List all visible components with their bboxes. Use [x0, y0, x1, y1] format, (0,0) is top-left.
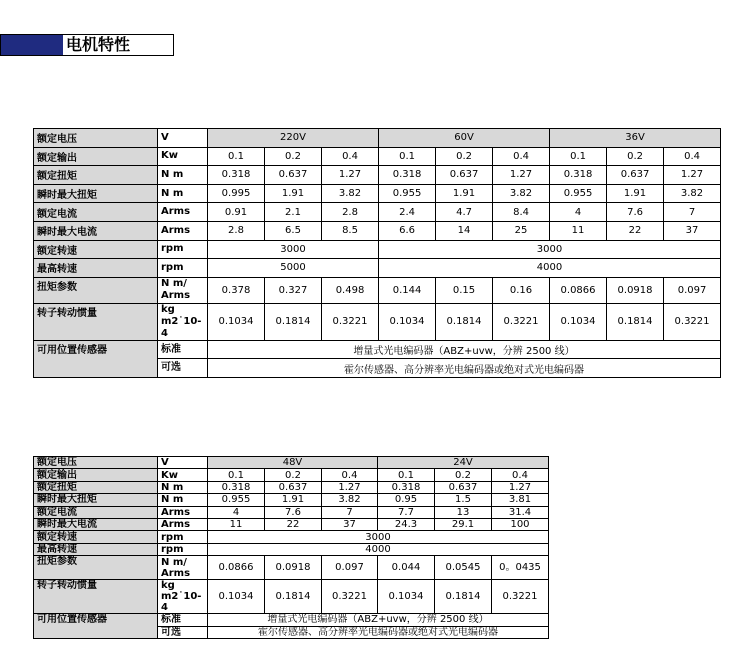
row-unit: rpm	[158, 531, 208, 543]
value-cell: 0.1034	[379, 303, 436, 340]
value-cell: 0.327	[265, 277, 322, 303]
value-cell: 0.1814	[265, 303, 322, 340]
value-cell: 7.6	[265, 506, 322, 518]
table-row	[34, 469, 549, 481]
value-cell: 7	[322, 506, 378, 518]
value-cell: 3.82	[664, 184, 721, 203]
spec-table-1	[33, 128, 721, 378]
table-row	[34, 203, 721, 222]
value-cell: 3000	[208, 240, 379, 259]
row-unit: Arms	[158, 203, 208, 222]
row-label: 额定扭矩	[34, 166, 158, 185]
spec-table-2-body	[34, 457, 549, 639]
row-unit: N m/ Arms	[158, 556, 208, 580]
value-cell: 13	[435, 506, 492, 518]
inertia-row	[34, 303, 721, 340]
value-cell: 8.4	[493, 203, 550, 222]
value-cell: 37	[664, 221, 721, 240]
row-unit: V	[158, 457, 208, 469]
row-label: 瞬时最大扭矩	[34, 184, 158, 203]
value-cell: 3000	[208, 531, 549, 543]
value-cell: 0.637	[265, 166, 322, 185]
row-label: 最高转速	[34, 543, 158, 555]
value-cell: 0.1034	[208, 303, 265, 340]
table-row	[34, 506, 549, 518]
value-cell: 0.1034	[208, 580, 265, 614]
value-cell: 1.91	[436, 184, 493, 203]
value-cell: 0.2	[265, 147, 322, 166]
value-cell: 0.097	[664, 277, 721, 303]
value-cell: 0.0918	[607, 277, 664, 303]
row-label: 额定输出	[34, 469, 158, 481]
row-unit: Kw	[158, 147, 208, 166]
spec-table-1-body	[34, 129, 721, 378]
value-cell: 0.097	[322, 556, 378, 580]
voltage-header: 36V	[550, 129, 721, 148]
row-label: 扭矩参数	[34, 556, 158, 580]
value-cell: 0.318	[379, 166, 436, 185]
row-label: 额定电流	[34, 203, 158, 222]
row-unit: 可选	[158, 626, 208, 638]
value-cell: 0.1	[550, 147, 607, 166]
value-cell: 0.3221	[492, 580, 549, 614]
voltage-row	[34, 457, 549, 469]
value-cell: 0.498	[322, 277, 379, 303]
row-unit: Arms	[158, 221, 208, 240]
value-cell: 0.15	[436, 277, 493, 303]
row-unit: N m/ Arms	[158, 277, 208, 303]
value-cell: 0.4	[492, 469, 549, 481]
value-cell: 37	[322, 518, 378, 530]
value-cell: 3.81	[492, 494, 549, 506]
value-cell: 6.5	[265, 221, 322, 240]
section-title: 电机特性	[66, 35, 131, 54]
value-cell: 0.91	[208, 203, 265, 222]
value-cell: 0.1	[208, 469, 265, 481]
value-cell: 3.82	[322, 494, 378, 506]
inertia-row	[34, 580, 549, 614]
value-cell: 0.3221	[322, 303, 379, 340]
sensor-standard-row	[34, 614, 549, 626]
row-label: 额定电压	[34, 129, 158, 148]
value-cell: 2.4	[379, 203, 436, 222]
value-cell: 0.0545	[435, 556, 492, 580]
row-unit: V	[158, 129, 208, 148]
voltage-header: 60V	[379, 129, 550, 148]
value-cell: 8.5	[322, 221, 379, 240]
row-label: 瞬时最大电流	[34, 221, 158, 240]
row-unit: 标准	[158, 340, 208, 359]
row-unit: N m	[158, 166, 208, 185]
value-cell: 0.0866	[550, 277, 607, 303]
value-cell: 0.0918	[265, 556, 322, 580]
value-cell: 0.2	[607, 147, 664, 166]
value-cell: 霍尔传感器、高分辨率光电编码器或绝对式光电编码器	[208, 359, 721, 378]
value-cell: 0。0435	[492, 556, 549, 580]
value-cell: 0.4	[322, 147, 379, 166]
value-cell: 0.318	[208, 481, 265, 493]
value-cell: 0.1814	[435, 580, 492, 614]
row-unit: N m	[158, 184, 208, 203]
row-label: 瞬时最大扭矩	[34, 494, 158, 506]
row-label: 额定转速	[34, 240, 158, 259]
value-cell: 31.4	[492, 506, 549, 518]
value-cell: 4	[208, 506, 265, 518]
row-unit: 可选	[158, 359, 208, 378]
voltage-header: 24V	[378, 457, 549, 469]
row-label: 额定输出	[34, 147, 158, 166]
value-cell: 0.4	[322, 469, 378, 481]
value-cell: 0.318	[378, 481, 435, 493]
value-cell: 0.955	[550, 184, 607, 203]
value-cell: 7	[664, 203, 721, 222]
row-label: 额定转速	[34, 531, 158, 543]
value-cell: 0.1	[379, 147, 436, 166]
row-unit: 标准	[158, 614, 208, 626]
voltage-header: 48V	[208, 457, 378, 469]
value-cell: 22	[265, 518, 322, 530]
value-cell: 1.91	[607, 184, 664, 203]
value-cell: 24.3	[378, 518, 435, 530]
section-header	[0, 34, 174, 56]
value-cell: 0.318	[208, 166, 265, 185]
row-unit: Kw	[158, 469, 208, 481]
row-label: 转子转动惯量	[34, 580, 158, 614]
table-row	[34, 518, 549, 530]
value-cell: 增量式光电编码器（ABZ+uvw，分辨 2500 线）	[208, 614, 549, 626]
table-row	[34, 221, 721, 240]
value-cell: 0.144	[379, 277, 436, 303]
value-cell: 0.1814	[607, 303, 664, 340]
row-label: 可用位置传感器	[34, 614, 158, 639]
value-cell: 0.1034	[550, 303, 607, 340]
value-cell: 1.27	[492, 481, 549, 493]
row-unit: rpm	[158, 259, 208, 278]
value-cell: 0.1814	[265, 580, 322, 614]
row-label: 额定电压	[34, 457, 158, 469]
row-unit: rpm	[158, 543, 208, 555]
spec-table-2	[33, 456, 549, 639]
value-cell: 5000	[208, 259, 379, 278]
value-cell: 0.4	[493, 147, 550, 166]
value-cell: 2.8	[208, 221, 265, 240]
value-cell: 0.2	[436, 147, 493, 166]
table-row	[34, 184, 721, 203]
value-cell: 0.1	[378, 469, 435, 481]
row-unit: N m	[158, 494, 208, 506]
value-cell: 4	[550, 203, 607, 222]
torque-param-row	[34, 556, 549, 580]
value-cell: 4000	[379, 259, 721, 278]
row-unit: kg m2˙10-4	[158, 303, 208, 340]
value-cell: 0.3221	[493, 303, 550, 340]
value-cell: 14	[436, 221, 493, 240]
value-cell: 霍尔传感器、高分辨率光电编码器或绝对式光电编码器	[208, 626, 549, 638]
value-cell: 增量式光电编码器（ABZ+uvw，分辨 2500 线）	[208, 340, 721, 359]
value-cell: 29.1	[435, 518, 492, 530]
torque-param-row	[34, 277, 721, 303]
row-label: 扭矩参数	[34, 277, 158, 303]
value-cell: 0.637	[435, 481, 492, 493]
value-cell: 1.27	[664, 166, 721, 185]
value-cell: 0.3221	[322, 580, 378, 614]
row-label: 最高转速	[34, 259, 158, 278]
value-cell: 0.0866	[208, 556, 265, 580]
value-cell: 0.318	[550, 166, 607, 185]
value-cell: 1.27	[493, 166, 550, 185]
value-cell: 3.82	[493, 184, 550, 203]
value-cell: 1.27	[322, 166, 379, 185]
value-cell: 0.2	[435, 469, 492, 481]
value-cell: 0.2	[265, 469, 322, 481]
row-unit: kg m2˙10-4	[158, 580, 208, 614]
row-label: 额定扭矩	[34, 481, 158, 493]
rated-speed-row	[34, 240, 721, 259]
table-row	[34, 494, 549, 506]
value-cell: 0.995	[208, 184, 265, 203]
value-cell: 0.3221	[664, 303, 721, 340]
value-cell: 0.044	[378, 556, 435, 580]
value-cell: 11	[208, 518, 265, 530]
row-unit: N m	[158, 481, 208, 493]
value-cell: 3.82	[322, 184, 379, 203]
value-cell: 0.637	[265, 481, 322, 493]
row-unit: rpm	[158, 240, 208, 259]
value-cell: 4000	[208, 543, 549, 555]
value-cell: 1.91	[265, 494, 322, 506]
value-cell: 0.637	[436, 166, 493, 185]
rated-speed-row	[34, 531, 549, 543]
value-cell: 100	[492, 518, 549, 530]
max-speed-row	[34, 543, 549, 555]
sensor-standard-row	[34, 340, 721, 359]
row-label: 额定电流	[34, 506, 158, 518]
value-cell: 22	[607, 221, 664, 240]
value-cell: 0.955	[208, 494, 265, 506]
value-cell: 25	[493, 221, 550, 240]
value-cell: 0.1034	[378, 580, 435, 614]
value-cell: 3000	[379, 240, 721, 259]
value-cell: 7.7	[378, 506, 435, 518]
value-cell: 2.8	[322, 203, 379, 222]
max-speed-row	[34, 259, 721, 278]
header-accent-bar	[1, 35, 63, 55]
value-cell: 1.91	[265, 184, 322, 203]
table-row	[34, 481, 549, 493]
value-cell: 0.16	[493, 277, 550, 303]
value-cell: 0.1814	[436, 303, 493, 340]
row-label: 瞬时最大电流	[34, 518, 158, 530]
value-cell: 6.6	[379, 221, 436, 240]
table-row	[34, 147, 721, 166]
row-label: 转子转动惯量	[34, 303, 158, 340]
row-unit: Arms	[158, 506, 208, 518]
value-cell: 4.7	[436, 203, 493, 222]
voltage-header: 220V	[208, 129, 379, 148]
row-unit: Arms	[158, 518, 208, 530]
value-cell: 2.1	[265, 203, 322, 222]
value-cell: 0.95	[378, 494, 435, 506]
value-cell: 0.637	[607, 166, 664, 185]
value-cell: 7.6	[607, 203, 664, 222]
voltage-row	[34, 129, 721, 148]
value-cell: 0.1	[208, 147, 265, 166]
value-cell: 1.5	[435, 494, 492, 506]
value-cell: 11	[550, 221, 607, 240]
row-label: 可用位置传感器	[34, 340, 158, 377]
table-row	[34, 166, 721, 185]
value-cell: 1.27	[322, 481, 378, 493]
value-cell: 0.4	[664, 147, 721, 166]
value-cell: 0.378	[208, 277, 265, 303]
value-cell: 0.955	[379, 184, 436, 203]
